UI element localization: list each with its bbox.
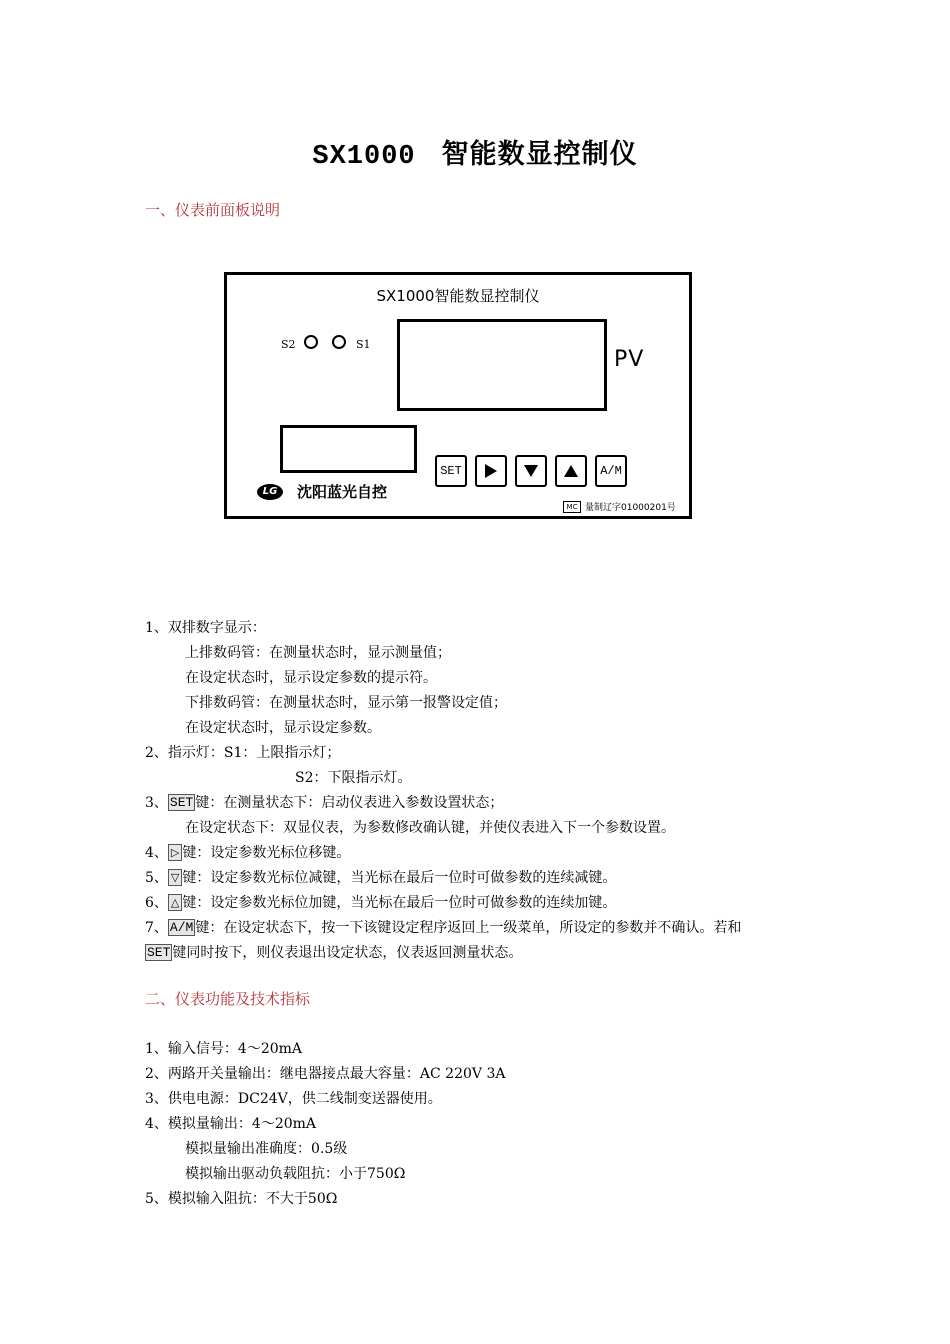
panel-title: SX1000智能数显控制仪 (376, 287, 540, 305)
cert-number: 量制辽字01000201号 (585, 503, 676, 513)
item-1: 1、双排数字显示： (145, 620, 266, 636)
down-key-badge: ▽ (168, 869, 182, 886)
spec-4-accuracy: 模拟量输出准确度：0.5级 (185, 1141, 348, 1157)
section-heading-specs: 二、仪表功能及技术指标 (145, 990, 311, 1008)
shift-key-badge: ▷ (168, 844, 182, 861)
spec-4-load: 模拟输出驱动负载阻抗：小于750Ω (185, 1166, 406, 1182)
item-7-cont-text: 键同时按下，则仪表退出设定状态，仪表返回测量状态。 (172, 945, 523, 961)
set-key-badge: SET (169, 795, 194, 810)
item-1-lower-set: 在设定状态时，显示设定参数。 (185, 720, 381, 736)
lamp-label-s2: S2 (281, 338, 296, 351)
item-4-number: 4、 (145, 845, 168, 861)
item-5-text: 键：设定参数光标位减键，当光标在最后一位时可做参数的连续减键。 (182, 870, 617, 886)
item-6-number: 6、 (145, 895, 168, 911)
certification (563, 500, 676, 513)
lamp-label-s1: S1 (356, 338, 371, 351)
panel-set-button (435, 455, 467, 487)
item-1-upper-set: 在设定状态时，显示设定参数的提示符。 (185, 670, 437, 686)
right-triangle-icon (484, 463, 498, 479)
item-5 (145, 868, 616, 888)
upper-display (397, 319, 607, 411)
brand-name: 沈阳蓝光自控 (297, 483, 388, 501)
lower-display (280, 425, 417, 473)
panel-up-button (555, 455, 587, 487)
set-key-badge-2: SET (147, 945, 171, 960)
spec-4: 4、模拟量输出：4～20mA (145, 1116, 317, 1132)
item-2-s2: S2：下限指示灯。 (295, 770, 412, 786)
pv-label: PV (614, 347, 645, 372)
item-3-cont: 在设定状态下：双显仪表，为参数修改确认键，并使仪表进入下一个参数设置。 (185, 820, 675, 836)
item-6 (145, 893, 616, 913)
item-7-number: 7、 (145, 920, 168, 936)
brand-logo-icon: LG (257, 484, 283, 500)
indicator-lamp-s1 (332, 335, 346, 349)
item-1-lower: 下排数码管：在测量状态时，显示第一报警设定值； (185, 695, 507, 711)
item-7-cont (145, 943, 522, 963)
item-7-text: 键：在设定状态下，按一下该键设定程序返回上一级菜单，所设定的参数并不确认。若和 (195, 920, 742, 936)
title-name: 智能数显控制仪 (441, 139, 638, 170)
brand (257, 481, 387, 502)
document-title (0, 132, 950, 172)
item-6-text: 键：设定参数光标位加键，当光标在最后一位时可做参数的连续加键。 (182, 895, 617, 911)
panel-down-button (515, 455, 547, 487)
item-4-text: 键：设定参数光标位移键。 (182, 845, 351, 861)
spec-5: 5、模拟输入阻抗：不大于50Ω (145, 1191, 338, 1207)
panel-shift-button (475, 455, 507, 487)
item-3-text: 键：在测量状态下：启动仪表进入参数设置状态； (195, 795, 504, 811)
item-2: 2、指示灯：S1：上限指示灯； (145, 745, 341, 761)
front-panel-diagram (224, 272, 692, 519)
am-button-label: A/M (600, 464, 622, 478)
spec-1: 1、输入信号：4～20mA (145, 1041, 303, 1057)
cmc-logo-icon: MC (563, 501, 581, 513)
down-triangle-icon (523, 464, 539, 478)
item-3 (145, 793, 503, 813)
set-button-label: SET (440, 464, 462, 478)
spec-3: 3、供电电源：DC24V，供二线制变送器使用。 (145, 1091, 442, 1107)
up-triangle-icon (563, 464, 579, 478)
item-5-number: 5、 (145, 870, 168, 886)
item-4 (145, 843, 350, 863)
item-3-number: 3、 (145, 795, 168, 811)
am-key-badge: A/M (169, 920, 194, 935)
panel-am-button (595, 455, 627, 487)
up-key-badge: △ (168, 894, 182, 911)
indicator-lamp-s2 (304, 335, 318, 349)
section-heading-panel: 一、仪表前面板说明 (145, 201, 281, 219)
item-1-upper: 上排数码管：在测量状态时，显示测量值； (185, 645, 451, 661)
title-model: SX1000 (312, 142, 416, 172)
item-7 (145, 918, 741, 938)
spec-2: 2、两路开关量输出：继电器接点最大容量：AC 220V 3A (145, 1066, 506, 1082)
